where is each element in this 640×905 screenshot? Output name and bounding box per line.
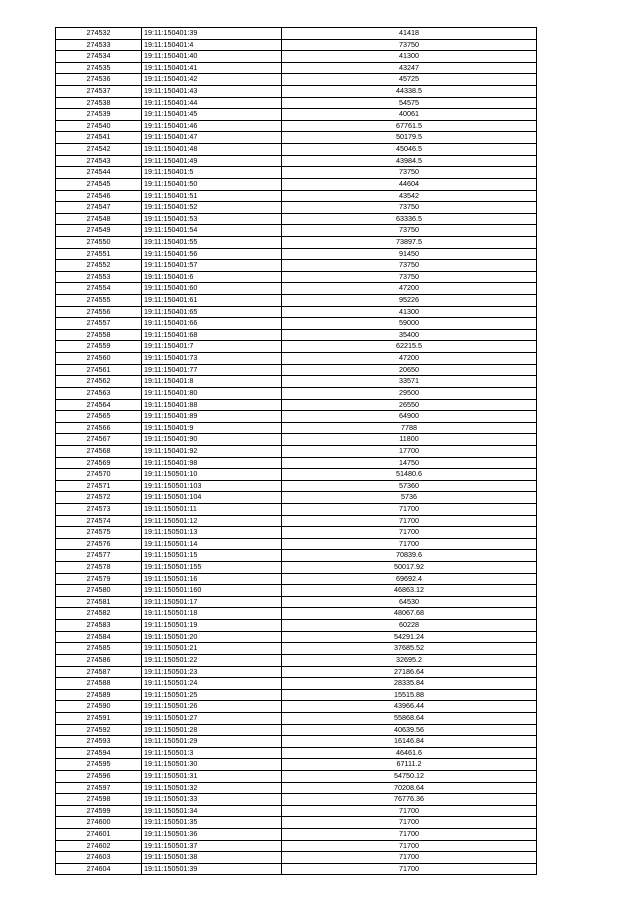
table-row bbox=[56, 794, 537, 806]
record-id-cell: 274596 bbox=[56, 771, 142, 783]
table-row bbox=[56, 643, 537, 655]
value-cell: 71700 bbox=[282, 805, 537, 817]
table-row bbox=[56, 701, 537, 713]
table-row bbox=[56, 689, 537, 701]
table-row bbox=[56, 329, 537, 341]
value-cell: 32695.2 bbox=[282, 654, 537, 666]
table-row bbox=[56, 225, 537, 237]
record-id-cell: 274573 bbox=[56, 503, 142, 515]
table-row bbox=[56, 608, 537, 620]
record-id-cell: 274597 bbox=[56, 782, 142, 794]
cadastral-number-cell: 19:11:150501:33 bbox=[142, 794, 282, 806]
cadastral-number-cell: 19:11:150401:57 bbox=[142, 260, 282, 272]
cadastral-number-cell: 19:11:150501:31 bbox=[142, 771, 282, 783]
cadastral-number-cell: 19:11:150401:55 bbox=[142, 236, 282, 248]
cadastral-number-cell: 19:11:150501:24 bbox=[142, 678, 282, 690]
table-row bbox=[56, 724, 537, 736]
value-cell: 46863.12 bbox=[282, 585, 537, 597]
table-row bbox=[56, 585, 537, 597]
value-cell: 5736 bbox=[282, 492, 537, 504]
table-row bbox=[56, 202, 537, 214]
table-row bbox=[56, 573, 537, 585]
table-row bbox=[56, 782, 537, 794]
table-row bbox=[56, 829, 537, 841]
cadastral-number-cell: 19:11:150401:8 bbox=[142, 376, 282, 388]
cadastral-number-cell: 19:11:150501:28 bbox=[142, 724, 282, 736]
record-id-cell: 274536 bbox=[56, 74, 142, 86]
cadastral-number-cell: 19:11:150501:11 bbox=[142, 503, 282, 515]
record-id-cell: 274533 bbox=[56, 39, 142, 51]
table-row bbox=[56, 295, 537, 307]
table-row bbox=[56, 503, 537, 515]
record-id-cell: 274566 bbox=[56, 422, 142, 434]
value-cell: 54291.24 bbox=[282, 631, 537, 643]
cadastral-number-cell: 19:11:150401:73 bbox=[142, 353, 282, 365]
value-cell: 71700 bbox=[282, 863, 537, 875]
value-cell: 28335.84 bbox=[282, 678, 537, 690]
table-row bbox=[56, 759, 537, 771]
record-id-cell: 274569 bbox=[56, 457, 142, 469]
cadastral-number-cell: 19:11:150401:45 bbox=[142, 109, 282, 121]
value-cell: 43542 bbox=[282, 190, 537, 202]
table-row bbox=[56, 562, 537, 574]
value-cell: 41300 bbox=[282, 306, 537, 318]
value-cell: 50179.5 bbox=[282, 132, 537, 144]
table-row bbox=[56, 747, 537, 759]
record-id-cell: 274586 bbox=[56, 654, 142, 666]
value-cell: 54575 bbox=[282, 97, 537, 109]
cadastral-number-cell: 19:11:150501:36 bbox=[142, 829, 282, 841]
cadastral-number-cell: 19:11:150401:60 bbox=[142, 283, 282, 295]
record-id-cell: 274532 bbox=[86, 28, 111, 37]
cadastral-number-cell: 19:11:150401:5 bbox=[142, 167, 282, 179]
cadastral-number-cell: 19:11:150401:6 bbox=[142, 271, 282, 283]
record-id-cell: 274560 bbox=[56, 353, 142, 365]
cadastral-number-cell: 19:11:150401:50 bbox=[142, 178, 282, 190]
value-cell: 27186.64 bbox=[282, 666, 537, 678]
table-row bbox=[56, 190, 537, 202]
value-cell: 73750 bbox=[282, 225, 537, 237]
table-row bbox=[56, 538, 537, 550]
table-row bbox=[56, 457, 537, 469]
table-row bbox=[56, 596, 537, 608]
cadastral-number-cell: 19:11:150501:39 bbox=[142, 863, 282, 875]
value-cell: 46461.6 bbox=[282, 747, 537, 759]
cadastral-number-cell: 19:11:150401:80 bbox=[142, 387, 282, 399]
record-id-cell: 274545 bbox=[56, 178, 142, 190]
table-row bbox=[56, 434, 537, 446]
record-id-cell: 274572 bbox=[56, 492, 142, 504]
record-id-cell: 274534 bbox=[56, 51, 142, 63]
table-row bbox=[56, 387, 537, 399]
cadastral-number-cell: 19:11:150401:49 bbox=[142, 155, 282, 167]
record-id-cell: 274544 bbox=[56, 167, 142, 179]
cadastral-number-cell: 19:11:150401:92 bbox=[142, 445, 282, 457]
data-table bbox=[55, 27, 537, 875]
record-id-cell: 274571 bbox=[56, 480, 142, 492]
table-row bbox=[56, 283, 537, 295]
record-id-cell: 274562 bbox=[56, 376, 142, 388]
record-id-cell: 274551 bbox=[56, 248, 142, 260]
cadastral-number-cell: 19:11:150401:61 bbox=[142, 295, 282, 307]
table-row bbox=[56, 654, 537, 666]
cadastral-number-cell: 19:11:150501:27 bbox=[142, 712, 282, 724]
table-row bbox=[56, 132, 537, 144]
cadastral-number-cell: 19:11:150401:40 bbox=[142, 51, 282, 63]
value-cell: 71700 bbox=[282, 852, 537, 864]
table-row bbox=[56, 863, 537, 875]
record-id-cell: 274567 bbox=[56, 434, 142, 446]
record-id-cell: 274570 bbox=[56, 469, 142, 481]
value-cell: 71700 bbox=[282, 829, 537, 841]
value-cell: 41418 bbox=[399, 28, 419, 37]
value-cell: 69692.4 bbox=[282, 573, 537, 585]
table-row bbox=[56, 213, 537, 225]
table-row bbox=[56, 399, 537, 411]
cadastral-number-cell: 19:11:150501:26 bbox=[142, 701, 282, 713]
cadastral-number-cell: 19:11:150401:56 bbox=[142, 248, 282, 260]
value-cell: 45046.5 bbox=[282, 144, 537, 156]
value-cell: 43966.44 bbox=[282, 701, 537, 713]
value-cell: 63336.5 bbox=[282, 213, 537, 225]
record-id-cell: 274594 bbox=[56, 747, 142, 759]
value-cell: 37685.52 bbox=[282, 643, 537, 655]
record-id-cell: 274563 bbox=[56, 387, 142, 399]
record-id-cell: 274576 bbox=[56, 538, 142, 550]
value-cell: 44338.5 bbox=[282, 86, 537, 98]
table-row bbox=[56, 411, 537, 423]
table-row bbox=[56, 97, 537, 109]
cadastral-number-cell: 19:11:150401:7 bbox=[142, 341, 282, 353]
cadastral-number-cell: 19:11:150401:43 bbox=[142, 86, 282, 98]
cadastral-number-cell: 19:11:150401:89 bbox=[142, 411, 282, 423]
value-cell: 60228 bbox=[282, 620, 537, 632]
value-cell: 20650 bbox=[282, 364, 537, 376]
record-id-cell: 274555 bbox=[56, 295, 142, 307]
value-cell: 47200 bbox=[282, 283, 537, 295]
cadastral-number-cell: 19:11:150501:155 bbox=[142, 562, 282, 574]
table-row bbox=[56, 515, 537, 527]
cadastral-number-cell: 19:11:150401:68 bbox=[142, 329, 282, 341]
table-row bbox=[56, 155, 537, 167]
table-row bbox=[56, 51, 537, 63]
table-row bbox=[56, 678, 537, 690]
value-cell: 59000 bbox=[282, 318, 537, 330]
cadastral-number-cell: 19:11:150401:46 bbox=[142, 120, 282, 132]
cadastral-number-cell: 19:11:150501:37 bbox=[142, 840, 282, 852]
record-id-cell: 274583 bbox=[56, 620, 142, 632]
record-id-cell: 274546 bbox=[56, 190, 142, 202]
value-cell: 47200 bbox=[282, 353, 537, 365]
table-row bbox=[56, 445, 537, 457]
record-id-cell: 274550 bbox=[56, 236, 142, 248]
cadastral-number-cell: 19:11:150401:52 bbox=[142, 202, 282, 214]
table-row bbox=[56, 852, 537, 864]
cadastral-number-cell: 19:11:150501:103 bbox=[142, 480, 282, 492]
table-row bbox=[56, 120, 537, 132]
record-id-cell: 274584 bbox=[56, 631, 142, 643]
record-id-cell: 274588 bbox=[56, 678, 142, 690]
record-id-cell: 274593 bbox=[56, 736, 142, 748]
record-id-cell: 274600 bbox=[56, 817, 142, 829]
record-id-cell: 274537 bbox=[56, 86, 142, 98]
record-id-cell: 274542 bbox=[56, 144, 142, 156]
cadastral-number-cell: 19:11:150501:3 bbox=[142, 747, 282, 759]
record-id-cell: 274575 bbox=[56, 527, 142, 539]
value-cell: 44604 bbox=[282, 178, 537, 190]
cadastral-number-cell: 19:11:150501:29 bbox=[142, 736, 282, 748]
value-cell: 64900 bbox=[282, 411, 537, 423]
record-id-cell: 274598 bbox=[56, 794, 142, 806]
cadastral-number-cell: 19:11:150401:53 bbox=[142, 213, 282, 225]
table-row bbox=[56, 771, 537, 783]
table-row bbox=[56, 736, 537, 748]
cadastral-number-cell: 19:11:150501:17 bbox=[142, 596, 282, 608]
cadastral-number-cell: 19:11:150401:51 bbox=[142, 190, 282, 202]
table-row bbox=[56, 353, 537, 365]
cadastral-number-cell: 19:11:150501:14 bbox=[142, 538, 282, 550]
record-id-cell: 274578 bbox=[56, 562, 142, 574]
value-cell: 29500 bbox=[282, 387, 537, 399]
table-row bbox=[56, 167, 537, 179]
value-cell: 51480.6 bbox=[282, 469, 537, 481]
table-row bbox=[56, 840, 537, 852]
table-row bbox=[56, 712, 537, 724]
record-id-cell: 274538 bbox=[56, 97, 142, 109]
record-id-cell: 274554 bbox=[56, 283, 142, 295]
table-row bbox=[56, 666, 537, 678]
value-cell: 54750.12 bbox=[282, 771, 537, 783]
value-cell: 55868.64 bbox=[282, 712, 537, 724]
cadastral-number-cell: 19:11:150401:41 bbox=[142, 62, 282, 74]
cadastral-number-cell: 19:11:150501:21 bbox=[142, 643, 282, 655]
record-id-cell: 274553 bbox=[56, 271, 142, 283]
value-cell: 91450 bbox=[282, 248, 537, 260]
cadastral-number-cell: 19:11:150501:34 bbox=[142, 805, 282, 817]
record-id-cell: 274556 bbox=[56, 306, 142, 318]
value-cell: 40639.56 bbox=[282, 724, 537, 736]
value-cell: 7788 bbox=[282, 422, 537, 434]
table-row bbox=[56, 306, 537, 318]
record-id-cell: 274561 bbox=[56, 364, 142, 376]
cadastral-number-cell: 19:11:150401:44 bbox=[142, 97, 282, 109]
value-cell: 73750 bbox=[282, 260, 537, 272]
value-cell: 64530 bbox=[282, 596, 537, 608]
record-id-cell: 274585 bbox=[56, 643, 142, 655]
value-cell: 76776.36 bbox=[282, 794, 537, 806]
table-row bbox=[56, 631, 537, 643]
cadastral-number-cell: 19:11:150401:54 bbox=[142, 225, 282, 237]
cadastral-number-cell: 19:11:150501:13 bbox=[142, 527, 282, 539]
value-cell: 70839.6 bbox=[282, 550, 537, 562]
table-row bbox=[56, 480, 537, 492]
table-row bbox=[56, 620, 537, 632]
record-id-cell: 274540 bbox=[56, 120, 142, 132]
record-id-cell: 274559 bbox=[56, 341, 142, 353]
value-cell: 73750 bbox=[282, 202, 537, 214]
table-row bbox=[56, 86, 537, 98]
record-id-cell: 274565 bbox=[56, 411, 142, 423]
table-row bbox=[56, 271, 537, 283]
cadastral-number-cell: 19:11:150401:90 bbox=[142, 434, 282, 446]
table-row bbox=[56, 469, 537, 481]
table-row bbox=[56, 74, 537, 86]
cadastral-number-cell: 19:11:150501:10 bbox=[142, 469, 282, 481]
record-id-cell: 274589 bbox=[56, 689, 142, 701]
cadastral-number-cell: 19:11:150501:16 bbox=[142, 573, 282, 585]
value-cell: 71700 bbox=[282, 515, 537, 527]
table-row bbox=[56, 109, 537, 121]
table-row bbox=[56, 39, 537, 51]
value-cell: 57360 bbox=[282, 480, 537, 492]
cadastral-number-cell: 19:11:150501:30 bbox=[142, 759, 282, 771]
cadastral-number-cell: 19:11:150401:98 bbox=[142, 457, 282, 469]
record-id-cell: 274604 bbox=[56, 863, 142, 875]
cadastral-number-cell: 19:11:150401:4 bbox=[142, 39, 282, 51]
value-cell: 71700 bbox=[282, 840, 537, 852]
value-cell: 41300 bbox=[282, 51, 537, 63]
record-id-cell: 274557 bbox=[56, 318, 142, 330]
value-cell: 73750 bbox=[282, 271, 537, 283]
value-cell: 15515.88 bbox=[282, 689, 537, 701]
cadastral-number-cell: 19:11:150501:32 bbox=[142, 782, 282, 794]
value-cell: 67111.2 bbox=[282, 759, 537, 771]
cadastral-number-cell: 19:11:150501:15 bbox=[142, 550, 282, 562]
table-row bbox=[56, 260, 537, 272]
record-id-cell: 274591 bbox=[56, 712, 142, 724]
record-id-cell: 274552 bbox=[56, 260, 142, 272]
cadastral-number-cell: 19:11:150501:25 bbox=[142, 689, 282, 701]
record-id-cell: 274579 bbox=[56, 573, 142, 585]
record-id-cell: 274603 bbox=[56, 852, 142, 864]
value-cell: 71700 bbox=[282, 527, 537, 539]
table-body bbox=[56, 28, 537, 875]
table-row bbox=[56, 248, 537, 260]
value-cell: 71700 bbox=[282, 538, 537, 550]
cadastral-number-cell: 19:11:150501:104 bbox=[142, 492, 282, 504]
value-cell: 50017.92 bbox=[282, 562, 537, 574]
table-row bbox=[56, 318, 537, 330]
table-row bbox=[56, 817, 537, 829]
record-id-cell: 274602 bbox=[56, 840, 142, 852]
value-cell: 70208.64 bbox=[282, 782, 537, 794]
cadastral-number-cell: 19:11:150501:18 bbox=[142, 608, 282, 620]
value-cell: 16146.84 bbox=[282, 736, 537, 748]
record-id-cell: 274564 bbox=[56, 399, 142, 411]
record-id-cell: 274601 bbox=[56, 829, 142, 841]
record-id-cell: 274568 bbox=[56, 445, 142, 457]
record-id-cell: 274599 bbox=[56, 805, 142, 817]
value-cell: 73897.5 bbox=[282, 236, 537, 248]
cadastral-number-cell: 19:11:150401:77 bbox=[142, 364, 282, 376]
table-row bbox=[56, 236, 537, 248]
cadastral-number-cell: 19:11:150501:35 bbox=[142, 817, 282, 829]
table-row bbox=[56, 492, 537, 504]
cadastral-number-cell: 19:11:150401:42 bbox=[142, 74, 282, 86]
record-id-cell: 274582 bbox=[56, 608, 142, 620]
table-row bbox=[56, 550, 537, 562]
table-row bbox=[56, 28, 537, 40]
table-row bbox=[56, 144, 537, 156]
cadastral-number-cell: 19:11:150501:160 bbox=[142, 585, 282, 597]
record-id-cell: 274547 bbox=[56, 202, 142, 214]
cadastral-number-cell: 19:11:150401:88 bbox=[142, 399, 282, 411]
record-id-cell: 274590 bbox=[56, 701, 142, 713]
value-cell: 71700 bbox=[282, 503, 537, 515]
value-cell: 67761.5 bbox=[282, 120, 537, 132]
value-cell: 45725 bbox=[282, 74, 537, 86]
cadastral-number-cell: 19:11:150401:39 bbox=[142, 28, 282, 40]
record-id-cell: 274543 bbox=[56, 155, 142, 167]
table-row bbox=[56, 805, 537, 817]
cadastral-number-cell: 19:11:150501:12 bbox=[142, 515, 282, 527]
cadastral-number-cell: 19:11:150401:9 bbox=[142, 422, 282, 434]
table-row bbox=[56, 376, 537, 388]
value-cell: 26550 bbox=[282, 399, 537, 411]
value-cell: 11800 bbox=[282, 434, 537, 446]
record-id-cell: 274577 bbox=[56, 550, 142, 562]
record-id-cell: 274549 bbox=[56, 225, 142, 237]
table-row bbox=[56, 62, 537, 74]
value-cell: 73750 bbox=[282, 39, 537, 51]
record-id-cell: 274581 bbox=[56, 596, 142, 608]
cadastral-number-cell: 19:11:150501:19 bbox=[142, 620, 282, 632]
value-cell: 14750 bbox=[282, 457, 537, 469]
record-id-cell: 274548 bbox=[56, 213, 142, 225]
cadastral-number-cell: 19:11:150401:65 bbox=[142, 306, 282, 318]
table-row bbox=[56, 364, 537, 376]
table-row bbox=[56, 527, 537, 539]
value-cell: 43984.5 bbox=[282, 155, 537, 167]
value-cell: 40061 bbox=[282, 109, 537, 121]
value-cell: 43247 bbox=[282, 62, 537, 74]
record-id-cell: 274539 bbox=[56, 109, 142, 121]
record-id-cell: 274535 bbox=[56, 62, 142, 74]
record-id-cell: 274595 bbox=[56, 759, 142, 771]
value-cell: 33571 bbox=[282, 376, 537, 388]
value-cell: 95226 bbox=[282, 295, 537, 307]
value-cell: 35400 bbox=[282, 329, 537, 341]
value-cell: 48067.68 bbox=[282, 608, 537, 620]
cadastral-number-cell: 19:11:150501:22 bbox=[142, 654, 282, 666]
cadastral-number-cell: 19:11:150401:48 bbox=[142, 144, 282, 156]
table-row bbox=[56, 341, 537, 353]
record-id-cell: 274558 bbox=[56, 329, 142, 341]
table-row bbox=[56, 178, 537, 190]
record-id-cell: 274587 bbox=[56, 666, 142, 678]
cadastral-number-cell: 19:11:150401:66 bbox=[142, 318, 282, 330]
record-id-cell: 274541 bbox=[56, 132, 142, 144]
cadastral-number-cell: 19:11:150501:20 bbox=[142, 631, 282, 643]
record-id-cell: 274574 bbox=[56, 515, 142, 527]
cadastral-number-cell: 19:11:150501:38 bbox=[142, 852, 282, 864]
value-cell: 17700 bbox=[282, 445, 537, 457]
value-cell: 62215.5 bbox=[282, 341, 537, 353]
value-cell: 71700 bbox=[282, 817, 537, 829]
value-cell: 73750 bbox=[282, 167, 537, 179]
record-id-cell: 274580 bbox=[56, 585, 142, 597]
cadastral-number-cell: 19:11:150501:23 bbox=[142, 666, 282, 678]
table-row bbox=[56, 422, 537, 434]
cadastral-number-cell: 19:11:150401:47 bbox=[142, 132, 282, 144]
record-id-cell: 274592 bbox=[56, 724, 142, 736]
